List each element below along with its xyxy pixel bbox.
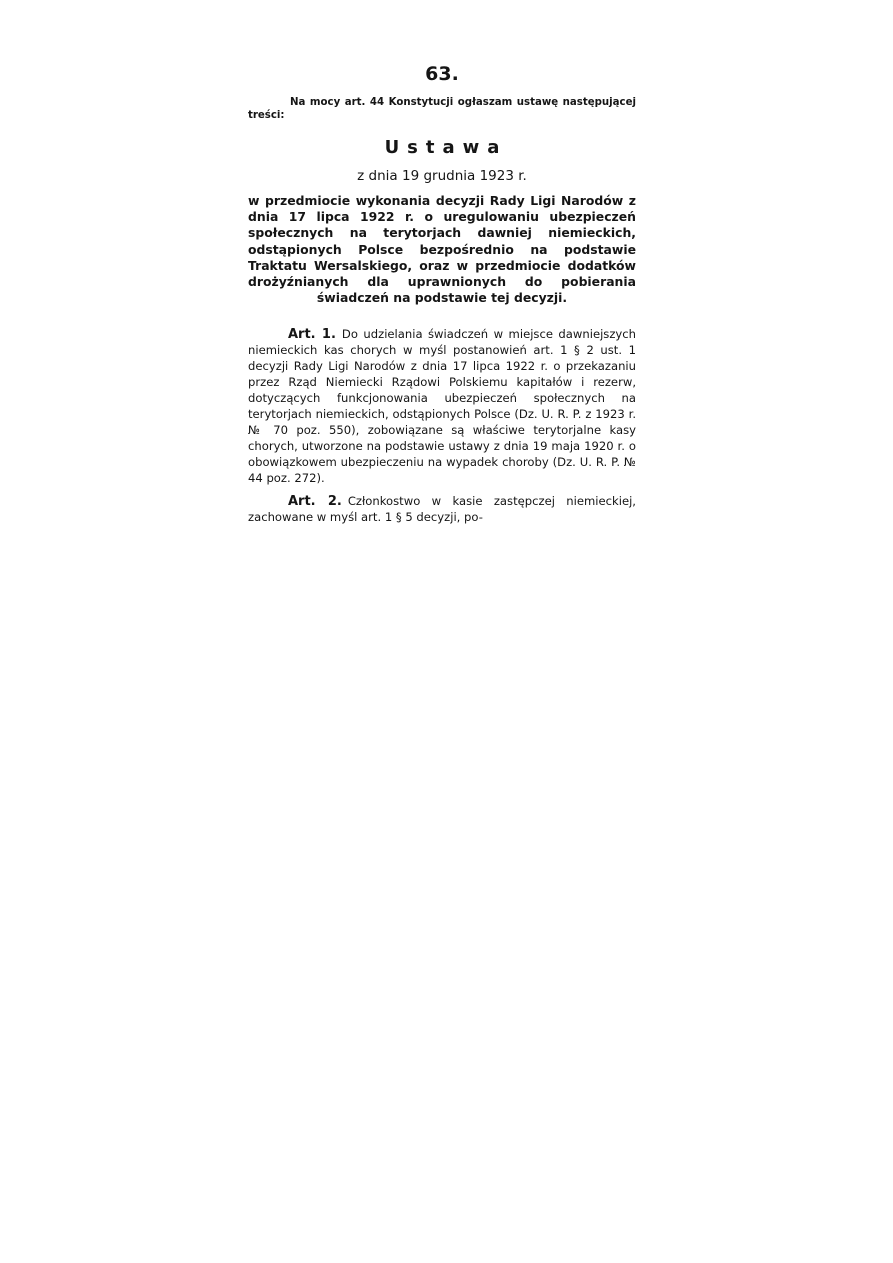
act-title: Ustawa bbox=[384, 137, 508, 158]
article-2-text: Członkostwo w kasie zastępczej niemieckiej, zachowane w myśl art. 1 § 5 decyzji, po- bbox=[248, 494, 636, 525]
document-page bbox=[248, 62, 636, 526]
article-1-text: Do udzielania świadczeń w miejsce dawniejszych niemieckich kas chorych w myśl postanowień art. 1 § 2 ust. 1 decyzji Rady Ligi Narodów z dnia 17 lipca 1922 r. o przekazaniu przez Rząd Niemiecki Rządowi Polskiemu kapitałów i rezerw, dotyczących funkcjonowania ubezpieczeń społecznych na terytorjach niemieckich, odstąpionych Polsce (Dz. U. R. P. z 1923 r. № 70 poz. 550), zobowiązane są właściwe terytorjalne kasy chorych, utworzone na podstawie ustawy z dnia 19 maja 1920 r. o obowiązkowem ubezpieczeniu na wypadek choroby (Dz. U. R. P. № 44 poz. 272). bbox=[248, 327, 637, 485]
act-subject: w przedmiocie wykonania decyzji Rady Ligi Narodów z dnia 17 lipca 1922 r. o uregulowaniu ubezpieczeń społecznych na terytorjach dawniej niemieckich, odstąpionych Polsce bezpośrednio na podstawie Traktatu Wersalskiego, oraz w przedmiocie dodatków drożyźnianych dla uprawnionych do pobierania świadczeń na podstawie tej decyzji. bbox=[248, 193, 636, 306]
article-1-label: Art. 1. bbox=[288, 327, 336, 343]
article-2-label: Art. 2. bbox=[288, 494, 342, 510]
promulgation-clause: Na mocy art. 44 Konstytucji ogłaszam ustawę następującej treści: bbox=[248, 97, 636, 121]
page-number: 63. bbox=[425, 63, 459, 85]
act-date: z dnia 19 grudnia 1923 r. bbox=[357, 168, 527, 184]
article-1 bbox=[248, 327, 636, 486]
article-2 bbox=[248, 494, 636, 526]
